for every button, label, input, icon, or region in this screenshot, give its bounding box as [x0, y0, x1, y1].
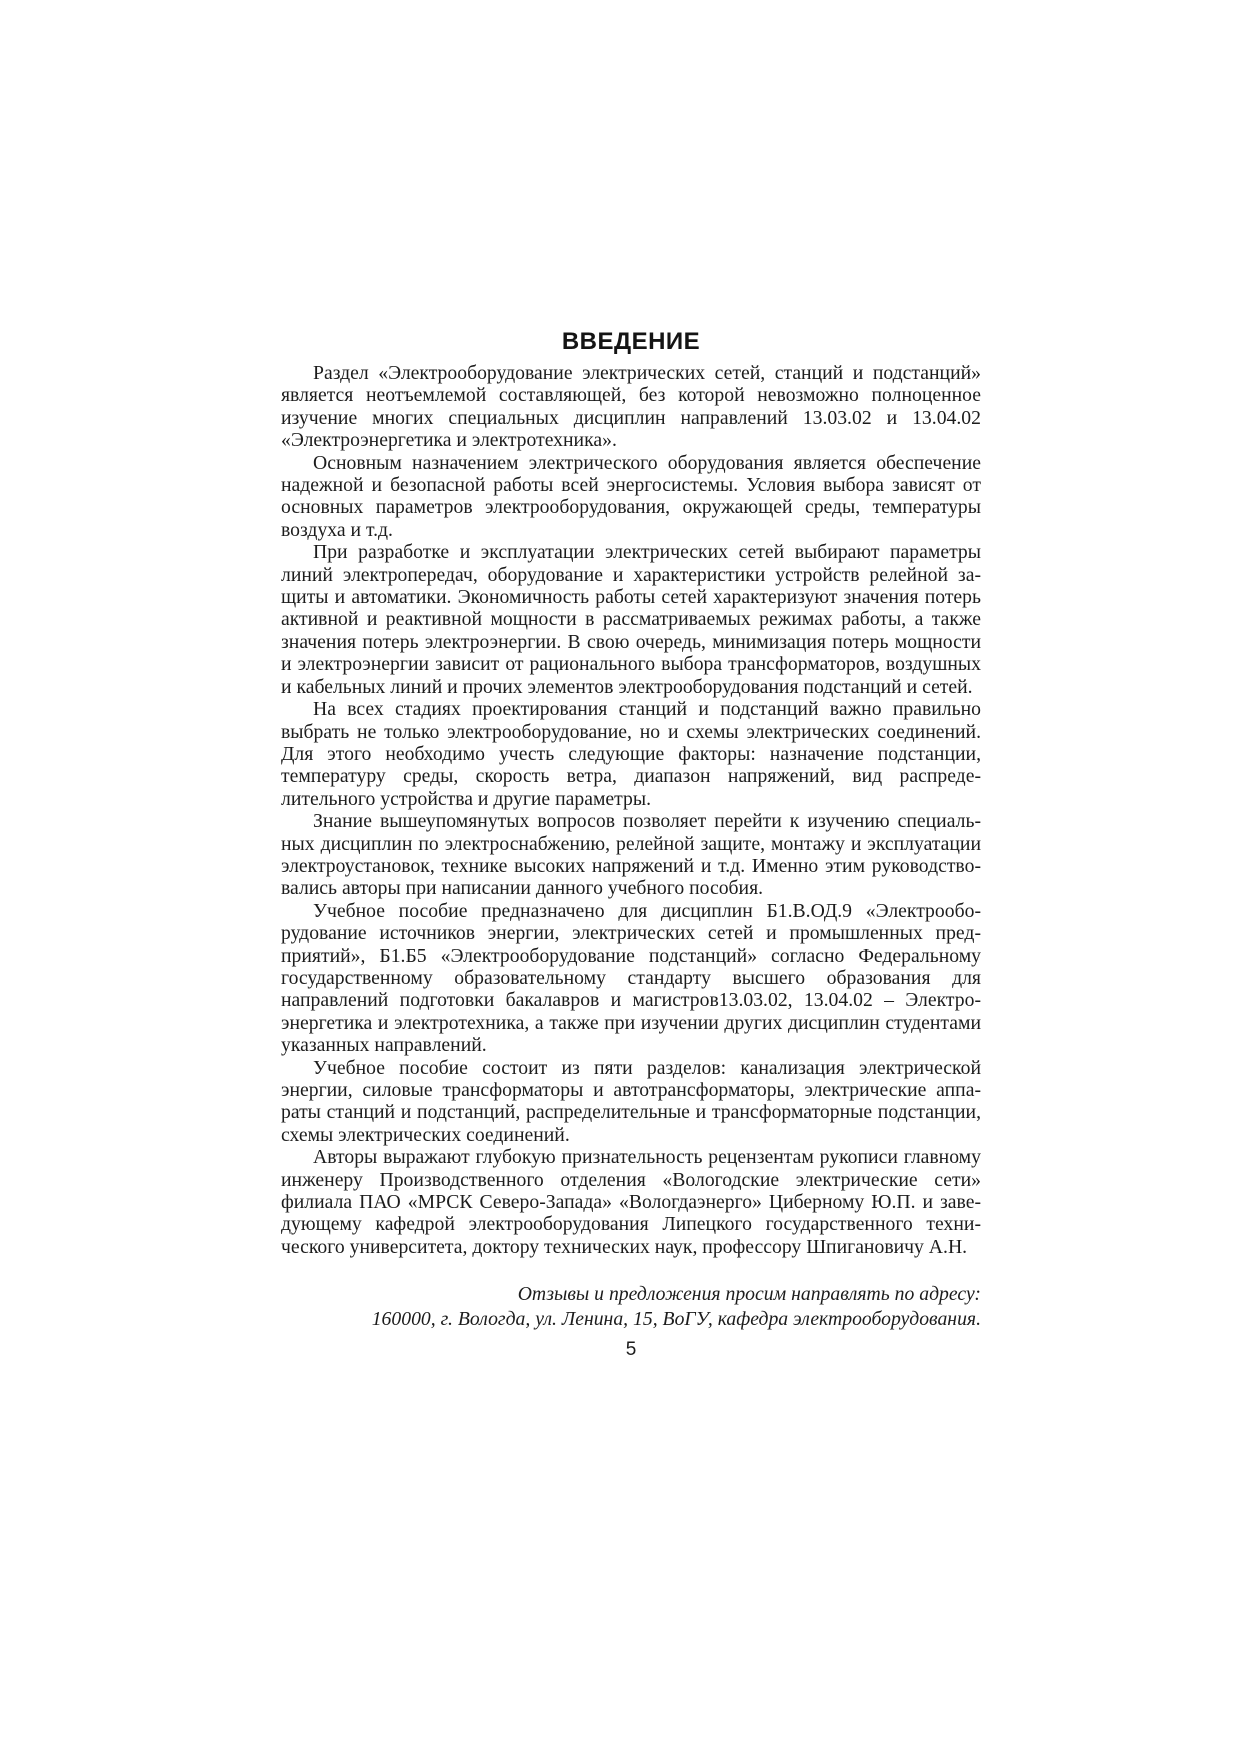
paragraph-8: Авторы выражают глубокую признательность рецензентам рукописи главному инженеру Производственного отделения «Вологодские электрические сети» филиала ПАО «МРСК Северо-Запада» «Вологдаэнерго» Циберному Ю.П. и заведующему кафедрой электрооборудования Липецкого государственного технического университета, доктору технических наук, профессору Шпигановичу А.Н. — [281, 1146, 981, 1258]
page-content — [281, 328, 981, 1361]
address-line-2: 160000, г. Вологда, ул. Ленина, 15, ВоГУ, кафедра электрооборудования. — [371, 1307, 981, 1330]
paragraph-4: На всех стадиях проектирования станций и подстанций важно правильно выбрать не только электрооборудование, но и схемы электрических соединений. Для этого необходимо учесть следующие факторы: назначение подстанции, температуру среды, скорость ветра, диапазон напряжений, вид распределительного устройства и другие параметры. — [281, 698, 981, 810]
paragraph-7: Учебное пособие состоит из пяти разделов: канализация электрической энергии, силовые трансформаторы и автотрансформаторы, электрические аппараты станций и подстанций, распределительные и трансформаторные подстанции, схемы электрических соединений. — [281, 1056, 981, 1146]
paragraph-1: Раздел «Электрооборудование электрических сетей, станций и подстанций» является неотъемлемой составляющей, без которой невозможно полноценное изучение многих специальных дисциплин направлений 13.03.02 и 13.04.02 «Электроэнергетика и электротехника». — [281, 362, 981, 452]
address-line-1: Отзывы и предложения просим направлять по адресу: — [517, 1283, 981, 1306]
paragraph-5: Знание вышеупомянутых вопросов позволяет перейти к изучению специальных дисциплин по электроснабжению, релейной защите, монтажу и эксплуатации электроустановок, технике высоких напряжений и т.д. Именно этим руководствовались авторы при написании данного учебного пособия. — [281, 810, 981, 900]
page-number: 5 — [625, 1339, 637, 1361]
paragraph-2: Основным назначением электрического оборудования является обеспечение надежной и безопасной работы всей энергосистемы. Условия выбора зависят от основных параметров электрооборудования, окружающей среды, температуры воздуха и т.д. — [281, 451, 981, 541]
paragraph-3: При разработке и эксплуатации электрических сетей выбирают параметры линий электропередач, оборудование и характеристики устройств релейной защиты и автоматики. Экономичность работы сетей характеризуют значения потерь активной и реактивной мощности в рассматриваемых режимах работы, а также значения потерь электроэнергии. В свою очередь, минимизация потерь мощности и электроэнергии зависит от рационального выбора трансформаторов, воздушных и кабельных линий и прочих элементов электрооборудования подстанций и сетей. — [281, 541, 981, 698]
paragraph-6: Учебное пособие предназначено для дисциплин Б1.В.ОД.9 «Электрооборудование источников энергии, электрических сетей и промышленных предприятий», Б1.Б5 «Электрооборудование подстанций» согласно Федеральному государственному образовательному стандарту высшего образования для направлений подготовки бакалавров и магистров13.03.02, 13.04.02 – Электроэнергетика и электротехника, а также при изучении других дисциплин студентами указанных направлений. — [281, 899, 981, 1057]
page-title: ВВЕДЕНИЕ — [561, 328, 701, 355]
feedback-address — [281, 1282, 981, 1331]
